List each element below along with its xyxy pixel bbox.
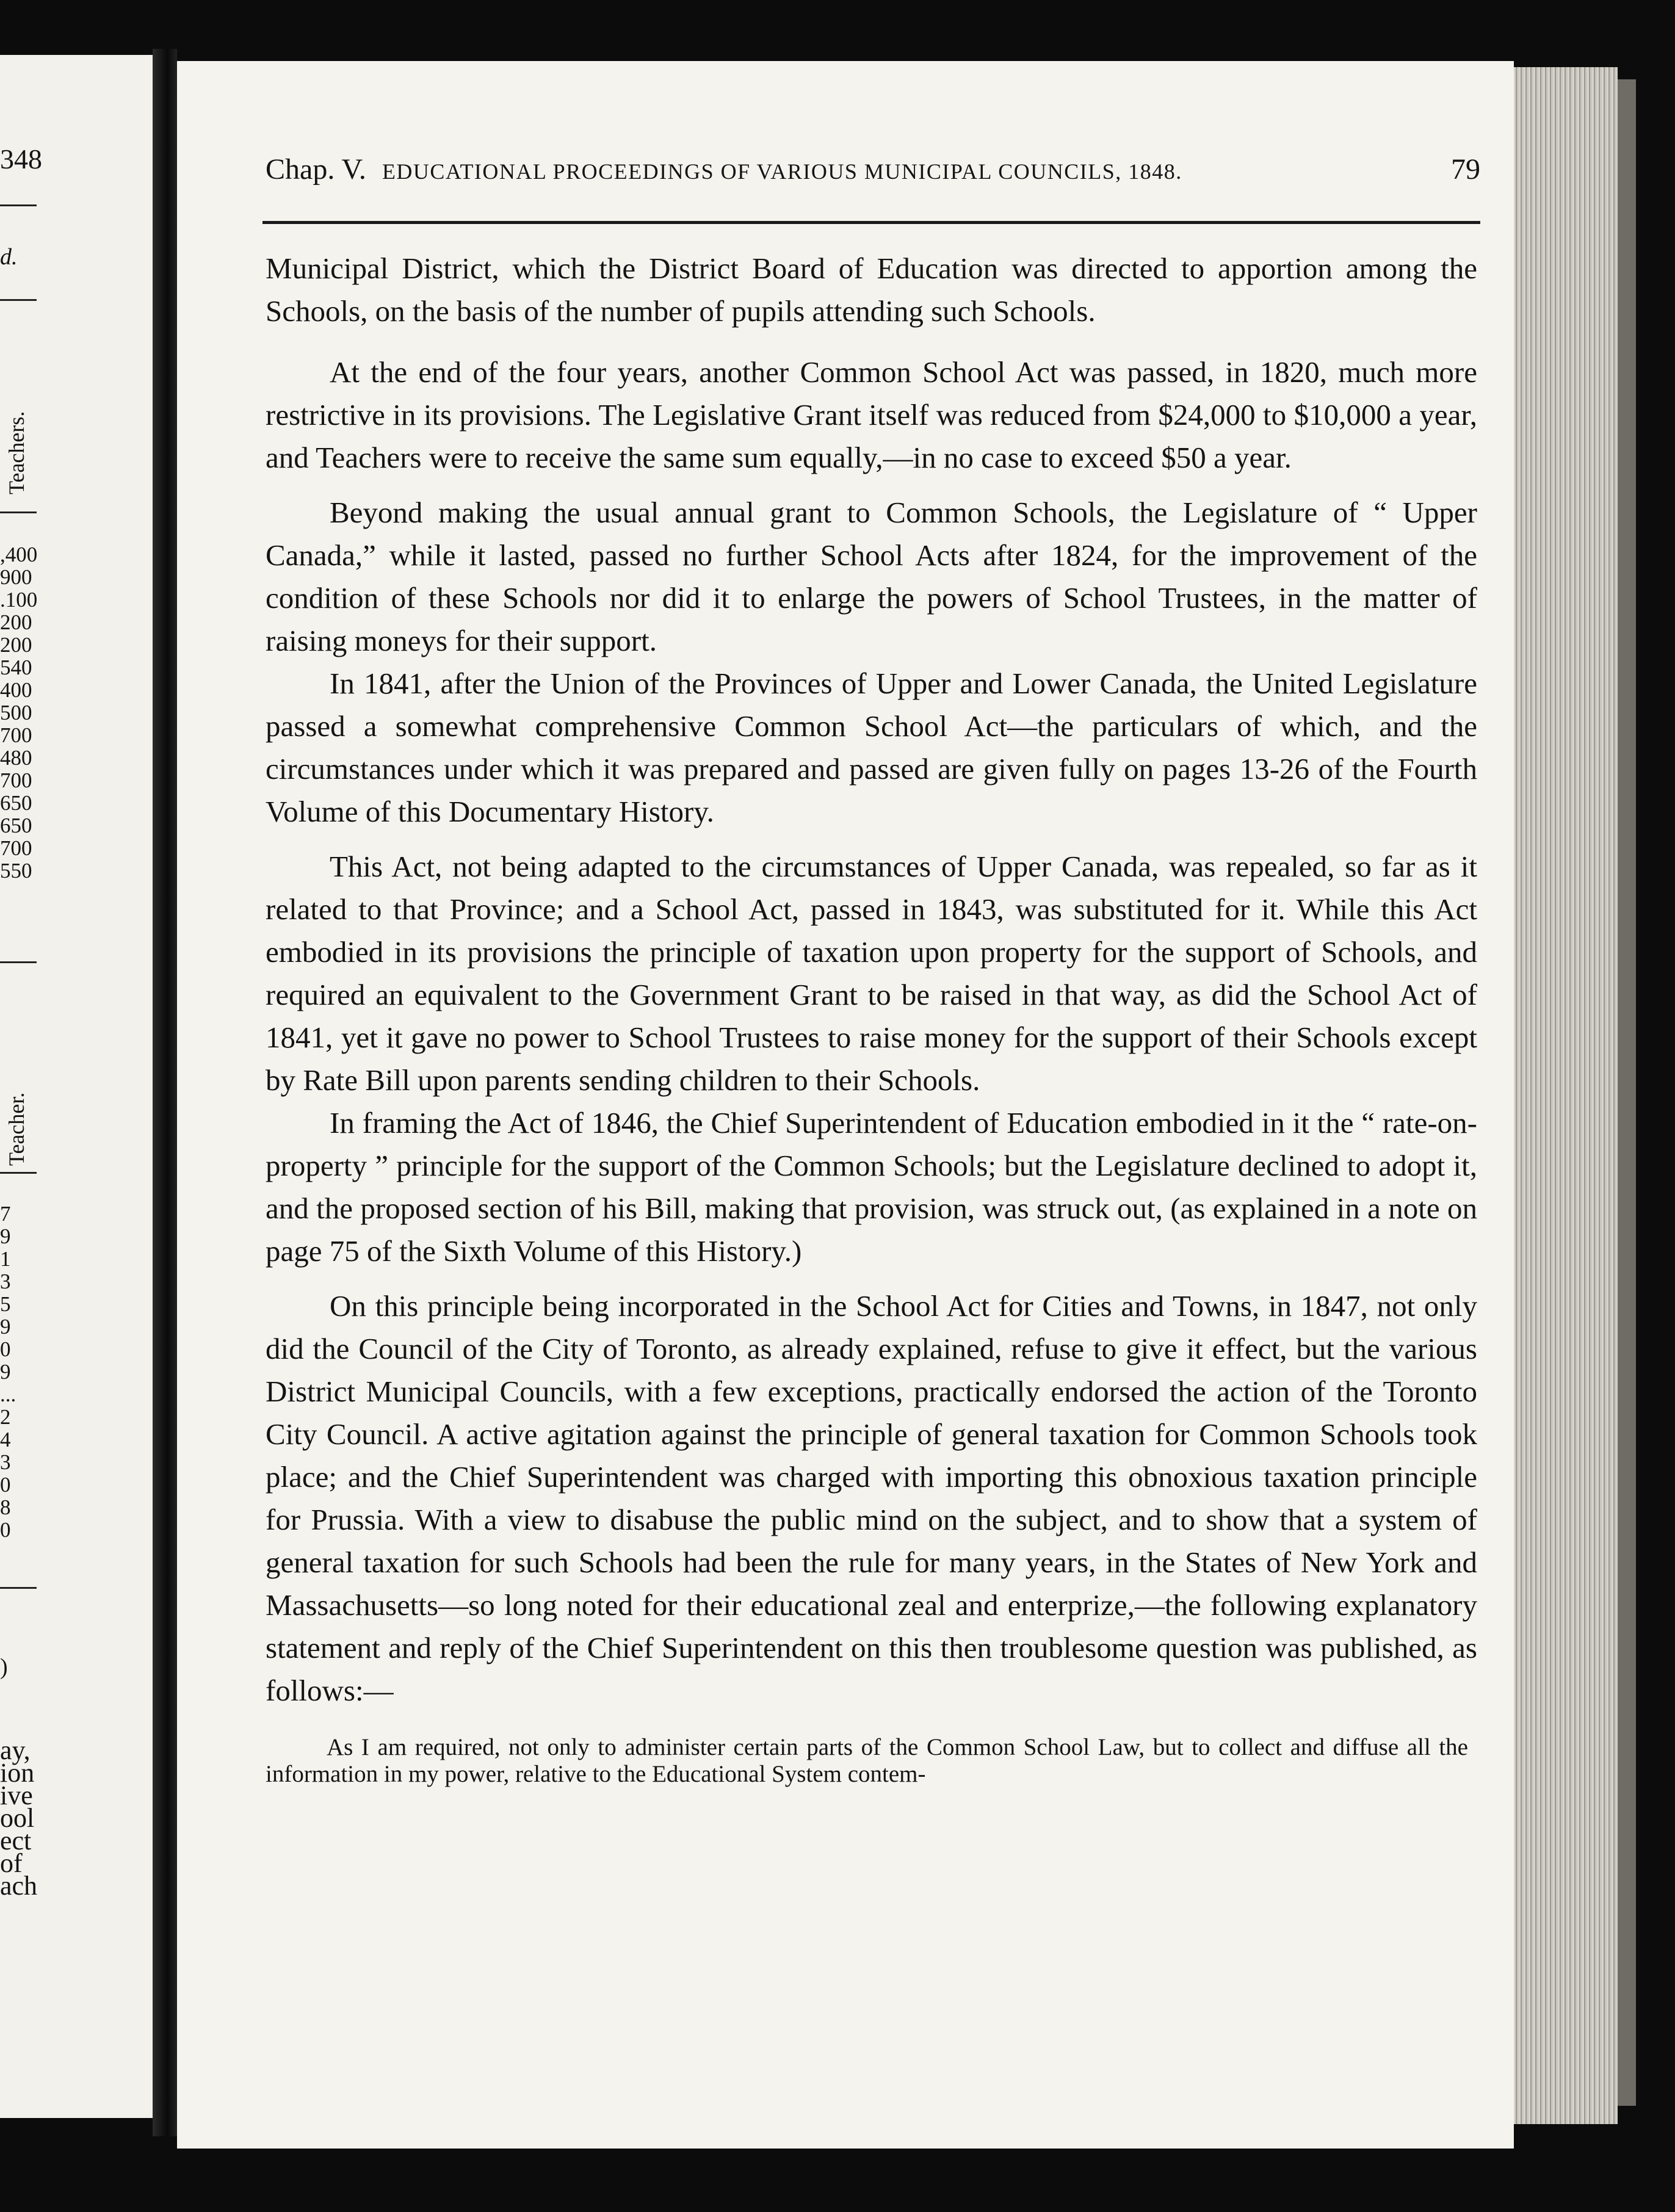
left-number-fragment: 650 [0, 791, 32, 815]
left-digit-fragment: 0 [0, 1518, 11, 1542]
left-number-fragment: 700 [0, 768, 32, 792]
left-digit-fragment: 9 [0, 1315, 11, 1339]
paragraph: At the end of the four years, another Common School Act was passed, in 1820, much more restrictive in its provisions. The Legislative Grant itself was reduced from $24,000 to $10,000 a year, and Teachers were to receive the same sum equally,—in no case to exceed $50 a year. [266, 355, 1477, 474]
left-number-fragment: 900 [0, 565, 32, 589]
left-digit-column [0, 1202, 16, 1541]
running-header [266, 153, 1480, 195]
left-word-fragment: ay, [0, 1735, 31, 1765]
paragraph: In framing the Act of 1846, the Chief Superintendent of Education embodied in it the “ rate-on-property ” principle for the support of the Common Schools; but the Legislature declined to adopt it, and the proposed section of his Bill, making that provision, was struck out, (as explained in a note on page 75 of the Sixth Volume of this History.) [266, 1106, 1477, 1268]
left-number-fragment: 500 [0, 701, 32, 725]
left-digit-fragment: 9 [0, 1360, 11, 1384]
paragraph: Municipal District, which the District Board of Education was directed to apportion among the Schools, on the basis of the number of pupils attending such Schools. [266, 251, 1477, 328]
paragraph: This Act, not being adapted to the circumstances of Upper Canada, was repealed, so far as it related to that Province; and a School Act, passed in 1843, was substituted for it. While this Act embodied in its provisions the principle of taxation upon property for the support of Schools, and required an equivalent to the Government Grant to be raised in that way, as did the School Act of 1841, yet it gave no power to School Trustees to raise money for the support of their Schools except by Rate Bill upon parents sending children to their Schools. [266, 850, 1477, 1097]
left-rule [0, 511, 37, 513]
right-page [177, 61, 1514, 2149]
left-rule [0, 1172, 37, 1174]
left-number-fragment: 480 [0, 746, 32, 770]
book-gutter [153, 49, 177, 2136]
left-number-fragment: 650 [0, 814, 32, 837]
left-word-fragment: ect [0, 1826, 32, 1856]
left-rule [0, 1587, 37, 1589]
left-word-fragments [0, 1730, 38, 1901]
left-digit-fragment: 1 [0, 1247, 11, 1271]
left-page-fragment [0, 55, 153, 2118]
left-fragment-d: d. [0, 244, 18, 270]
left-number-column [0, 543, 37, 882]
left-bracket-fragment: ) [0, 1654, 8, 1680]
paragraph: In 1841, after the Union of the Provinces of Upper and Lower Canada, the United Legislature passed a somewhat comprehensive Common School Act—the particulars of which, and the circumstances under which it was prepared and passed are given fully on pages 13-26 of the Fourth Volume of this Documentary History. [266, 667, 1477, 828]
left-digit-fragment: ... [0, 1382, 16, 1406]
chapter-label: Chap. V. [266, 153, 366, 186]
left-digit-fragment: 8 [0, 1495, 11, 1519]
left-number-fragment: 200 [0, 633, 32, 657]
left-rule [0, 204, 37, 206]
left-word-fragment: ach [0, 1871, 38, 1901]
left-digit-fragment: 9 [0, 1224, 11, 1248]
left-rule [0, 961, 37, 963]
body-text [266, 247, 1477, 1812]
left-word-fragment: of [0, 1848, 23, 1878]
left-number-fragment: 550 [0, 859, 32, 883]
left-digit-fragment: 4 [0, 1428, 11, 1451]
left-number-fragment: 700 [0, 836, 32, 860]
book-cover-edge [1618, 79, 1636, 2106]
page-edges [1514, 67, 1618, 2124]
left-digit-fragment: 7 [0, 1202, 11, 1226]
left-word-fragment: ive [0, 1780, 33, 1810]
header-rule [262, 221, 1480, 224]
left-digit-fragment: 5 [0, 1292, 11, 1316]
left-digit-fragment: 0 [0, 1473, 11, 1497]
left-word-fragment: ool [0, 1803, 35, 1833]
paragraph: On this principle being incorporated in the School Act for Cities and Towns, in 1847, not only did the Council of the City of Toronto, as already explained, refuse to give it effect, but the various District Municipal Councils, with a few exceptions, practically endorsed the action of the Toronto City Council. A active agitation against the principle of general taxation for Common Schools took place; and the Chief Superintendent was charged with importing this obnoxious taxation principle for Prussia. With a view to disabuse the public mind on the subject, and to show that a system of general taxation for such Schools had been the rule for many years, in the States of New York and Massachusetts—so long noted for their educational zeal and enterprize,—the following explanatory statement and reply of the Chief Superintendent on this then troublesome question was published, as follows:— [266, 1289, 1477, 1707]
left-number-fragment: ,400 [0, 543, 38, 566]
left-rule [0, 299, 37, 301]
left-digit-fragment: 2 [0, 1405, 11, 1429]
left-number-fragment: .100 [0, 588, 38, 612]
left-number-fragment: 200 [0, 610, 32, 634]
left-page-number-fragment: 348 [0, 143, 42, 175]
left-word-fragment: ion [0, 1758, 35, 1788]
footnote: As I am required, not only to administer certain parts of the Common School Law, but to collect and diffuse all the information in my power, relative to the Educational System contem- [266, 1734, 1468, 1787]
page-number: 79 [1451, 153, 1480, 186]
paragraph: Beyond making the usual annual grant to Common Schools, the Legislature of “ Upper Canada,” while it lasted, passed no further School Acts after 1824, for the improvement of the condition of these Schools nor did it to enlarge the powers of School Trustees, in the matter of raising moneys for their support. [266, 496, 1477, 657]
left-digit-fragment: 3 [0, 1450, 11, 1474]
left-column-header-teacher: Teacher. [4, 1092, 29, 1166]
running-title: EDUCATIONAL PROCEEDINGS OF VARIOUS MUNICIPAL COUNCILS, 1848. [382, 159, 1182, 184]
left-number-fragment: 540 [0, 656, 32, 679]
left-number-fragment: 400 [0, 678, 32, 702]
left-digit-fragment: 3 [0, 1270, 11, 1293]
left-number-fragment: 700 [0, 723, 32, 747]
left-digit-fragment: 0 [0, 1337, 11, 1361]
left-column-header-teachers: Teachers. [4, 411, 29, 494]
